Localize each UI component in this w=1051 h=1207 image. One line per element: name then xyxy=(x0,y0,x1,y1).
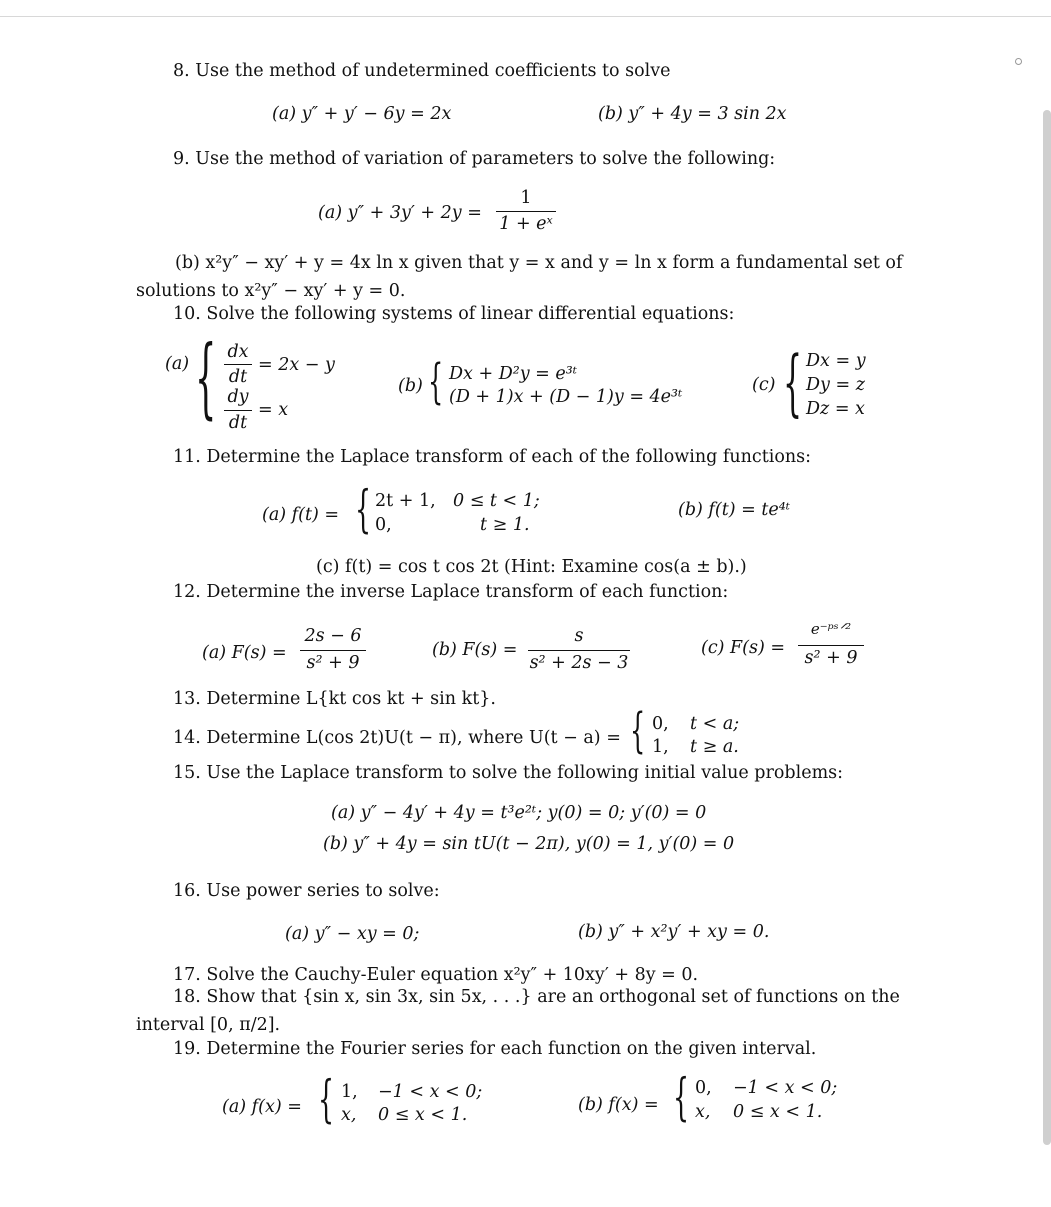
top-divider xyxy=(0,16,1051,17)
q12-text: 12. Determine the inverse Laplace transform of each function: xyxy=(173,582,729,602)
q17-text: 17. Solve the Cauchy-Euler equation x²y″ + 10xy′ + 8y = 0. xyxy=(173,965,699,985)
q19-b-left: (b) f(x) = xyxy=(578,1095,659,1115)
q10-a-eq2-rhs: = x xyxy=(258,400,289,420)
q14-cond2: t ≥ a. xyxy=(690,737,739,757)
q12-a-den: s² + 9 xyxy=(306,653,360,673)
q9-b-line1: (b) x²y″ − xy′ + y = 4x ln x given that y = x and y = ln x form a fundamental set of xyxy=(175,253,903,273)
q19-a-left: (a) f(x) = xyxy=(222,1097,302,1117)
q9-a-den: 1 + eˣ xyxy=(499,214,553,234)
q12-c-left: (c) F(s) = xyxy=(701,638,786,658)
q10-c-label: (c) xyxy=(752,375,776,395)
q15-b: (b) y″ + 4y = sin tU(t − 2π), y(0) = 1, y′(0) = 0 xyxy=(323,834,735,854)
fraction-bar xyxy=(528,650,630,651)
q19-a-case2: x, xyxy=(341,1105,357,1125)
fraction-bar xyxy=(224,410,252,411)
q14-case1: 0, xyxy=(652,714,669,734)
q19-a-cond2: 0 ≤ x < 1. xyxy=(378,1105,468,1125)
q16-b: (b) y″ + x²y′ + xy = 0. xyxy=(578,922,770,942)
q10-a-label: (a) xyxy=(165,354,190,374)
q11-b: (b) f(t) = te⁴ᵗ xyxy=(678,500,791,520)
left-brace: { xyxy=(630,703,646,759)
q15-a: (a) y″ − 4y′ + 4y = t³e²ᵗ; y(0) = 0; y′(0) = 0 xyxy=(331,803,707,823)
q12-c-num: e⁻ᵖˢᐟ² xyxy=(810,620,852,638)
left-brace: { xyxy=(318,1069,335,1128)
q11-a-cond1: 0 ≤ t < 1; xyxy=(453,491,540,511)
q10-a-eq1-num: dx xyxy=(227,342,249,362)
q10-a-eq2-den: dt xyxy=(228,413,248,433)
corner-dot-icon xyxy=(1015,58,1022,65)
q10-c-eq2: Dy = z xyxy=(806,375,865,395)
q9-b-line2: solutions to x²y″ − xy′ + y = 0. xyxy=(136,281,406,301)
q10-c-eq1: Dx = y xyxy=(806,351,866,371)
fraction-bar xyxy=(496,211,556,212)
q10-text: 10. Solve the following systems of linear differential equations: xyxy=(173,304,735,324)
q8-a: (a) y″ + y′ − 6y = 2x xyxy=(272,104,452,124)
q11-a-case2: 0, xyxy=(375,515,392,535)
q11-c: (c) f(t) = cos t cos 2t (Hint: Examine cos(a ± b).) xyxy=(316,557,747,577)
q9-a-left: (a) y″ + 3y′ + 2y = xyxy=(318,203,482,223)
left-brace: { xyxy=(195,328,217,429)
q14-text: 14. Determine L(cos 2t)U(t − π), where U(t − a) = xyxy=(173,728,621,748)
q13-text: 13. Determine L{kt cos kt + sin kt}. xyxy=(173,689,496,709)
left-brace: { xyxy=(428,354,444,410)
q19-b-cond1: −1 < x < 0; xyxy=(733,1078,838,1098)
q10-b-label: (b) xyxy=(398,376,423,396)
q9-text: 9. Use the method of variation of parameters to solve the following: xyxy=(173,149,776,169)
q9-a-num: 1 xyxy=(520,188,532,208)
q12-c-den: s² + 9 xyxy=(804,648,858,668)
q11-a-case1: 2t + 1, xyxy=(375,491,436,511)
q19-text: 19. Determine the Fourier series for each function on the given interval. xyxy=(173,1039,817,1059)
left-brace: { xyxy=(673,1067,690,1126)
q10-b-eq2: (D + 1)x + (D − 1)y = 4e³ᵗ xyxy=(449,387,683,407)
q12-b-den: s² + 2s − 3 xyxy=(529,653,629,673)
q14-case2: 1, xyxy=(652,737,669,757)
q19-b-case1: 0, xyxy=(695,1078,712,1098)
scrollbar[interactable] xyxy=(1043,110,1051,1145)
q19-a-case1: 1, xyxy=(341,1082,358,1102)
q11-text: 11. Determine the Laplace transform of each of the following functions: xyxy=(173,447,812,467)
q8-b: (b) y″ + 4y = 3 sin 2x xyxy=(598,104,787,124)
q12-a-num: 2s − 6 xyxy=(304,626,362,646)
q19-b-case2: x, xyxy=(695,1102,711,1122)
q10-c-eq3: Dz = x xyxy=(806,399,865,419)
q14-cond1: t < a; xyxy=(690,714,740,734)
fraction-bar xyxy=(798,645,864,646)
q10-a-eq1-rhs: = 2x − y xyxy=(258,355,335,375)
q8-text: 8. Use the method of undetermined coefficients to solve xyxy=(173,61,671,81)
left-brace: { xyxy=(783,340,803,425)
q12-b-left: (b) F(s) = xyxy=(432,640,518,660)
left-brace: { xyxy=(355,479,372,538)
q15-text: 15. Use the Laplace transform to solve the following initial value problems: xyxy=(173,763,844,783)
fraction-bar xyxy=(224,364,252,365)
q18-line2: interval [0, π/2]. xyxy=(136,1015,281,1035)
q12-a-left: (a) F(s) = xyxy=(202,643,287,663)
fraction-bar xyxy=(300,650,366,651)
q19-a-cond1: −1 < x < 0; xyxy=(378,1082,483,1102)
q16-text: 16. Use power series to solve: xyxy=(173,881,440,901)
q11-a-left: (a) f(t) = xyxy=(262,505,340,525)
q18-line1: 18. Show that {sin x, sin 3x, sin 5x, . . .} are an orthogonal set of functions on the xyxy=(173,987,900,1007)
q16-a: (a) y″ − xy = 0; xyxy=(285,924,420,944)
q19-b-cond2: 0 ≤ x < 1. xyxy=(733,1102,823,1122)
q10-a-eq1-den: dt xyxy=(228,367,248,387)
q10-a-eq2-num: dy xyxy=(227,387,249,407)
q12-b-num: s xyxy=(574,626,584,646)
q10-b-eq1: Dx + D²y = e³ᵗ xyxy=(449,364,578,384)
q11-a-cond2: t ≥ 1. xyxy=(480,515,530,535)
